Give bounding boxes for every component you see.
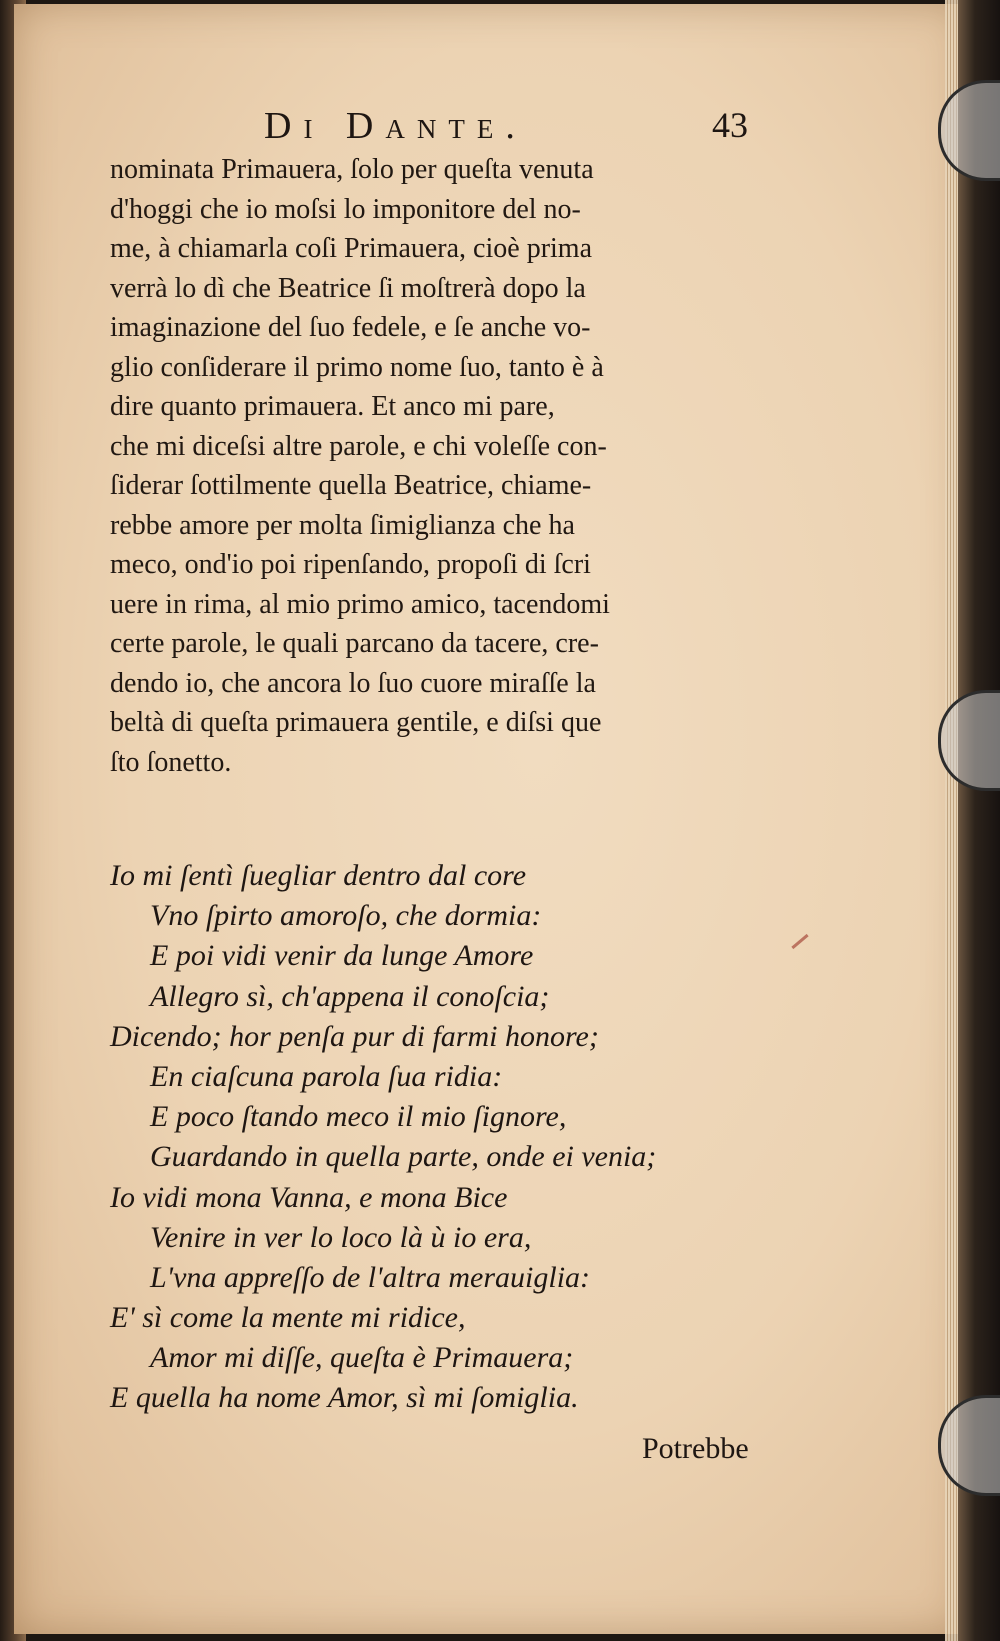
prose-line: uere in rima, al mio primo amico, tacendomi bbox=[110, 588, 610, 620]
sonnet-line: Io mi ſentì ſuegliar dentro dal core bbox=[110, 859, 527, 892]
prose-block bbox=[110, 150, 810, 782]
sonnet-line: En ciaſcuna parola ſua ridia: bbox=[150, 1059, 503, 1093]
sonnet-line: Dicendo; hor penſa pur di farmi honore; bbox=[110, 1019, 599, 1053]
sonnet-line: E quella ha nome Amor, sì mi ſomiglia. bbox=[110, 1381, 579, 1415]
prose-line: beltà di queſta primauera gentile, e diſsi que bbox=[110, 707, 602, 738]
sonnet-line: Io vidi mona Vanna, e mona Bice bbox=[110, 1180, 508, 1214]
catchword: Potrebbe bbox=[642, 1432, 749, 1465]
prose-line: me, à chiamarla coſi Primauera, cioè prima bbox=[110, 233, 593, 264]
prose-line: rebbe amore per molta ſimiglianza che ha bbox=[110, 509, 575, 541]
page-fore-edge bbox=[945, 0, 959, 1641]
sonnet-line: Vno ſpirto amoroſo, che dormia: bbox=[150, 899, 542, 933]
prose-line: imaginazione del ſuo fedele, e ſe anche vo- bbox=[110, 312, 591, 343]
sonnet-line: E' sì come la mente mi ridice, bbox=[110, 1301, 466, 1335]
running-title: Di Dante. bbox=[264, 105, 527, 147]
prose-line: verrà lo dì che Beatrice ſi moſtrerà dopo la bbox=[110, 272, 586, 304]
sonnet-line: Amor mi diſſe, queſta è Primauera; bbox=[150, 1341, 574, 1375]
sonnet-line: E poco ſtando meco il mio ſignore, bbox=[150, 1100, 567, 1134]
prose-line: ſiderar ſottilmente quella Beatrice, chiame- bbox=[110, 470, 592, 501]
prose-line: glio conſiderare il primo nome ſuo, tanto è à bbox=[110, 351, 604, 383]
prose-line: che mi diceſsi altre parole, e chi voleſſe con- bbox=[110, 430, 607, 462]
sonnet-line: Allegro sì, ch'appena il conoſcia; bbox=[150, 979, 550, 1013]
sonnet-block bbox=[110, 856, 810, 1419]
prose-line: dire quanto primauera. Et anco mi pare, bbox=[110, 391, 555, 422]
page-number: 43 bbox=[712, 105, 748, 145]
prose-line: nominata Primauera, ſolo per queſta venuta bbox=[110, 154, 594, 185]
page-header bbox=[264, 104, 784, 154]
prose-line: certe parole, le quali parcano da tacere, cre- bbox=[110, 628, 599, 659]
prose-line: ſto ſonetto. bbox=[110, 746, 232, 778]
prose-line: d'hoggi che io moſsi lo imponitore del no- bbox=[110, 193, 581, 225]
prose-line: meco, ond'io poi ripenſando, propoſi di ſcri bbox=[110, 549, 591, 580]
sonnet-line: Guardando in quella parte, onde ei venia; bbox=[150, 1140, 657, 1174]
prose-line: dendo io, che ancora lo ſuo cuore miraſſe la bbox=[110, 667, 596, 699]
sonnet-line: Venire in ver lo loco là ù io era, bbox=[150, 1220, 532, 1254]
sonnet-line: L'vna appreſſo de l'altra merauiglia: bbox=[150, 1260, 591, 1294]
sonnet-line: E poi vidi venir da lunge Amore bbox=[150, 939, 534, 973]
